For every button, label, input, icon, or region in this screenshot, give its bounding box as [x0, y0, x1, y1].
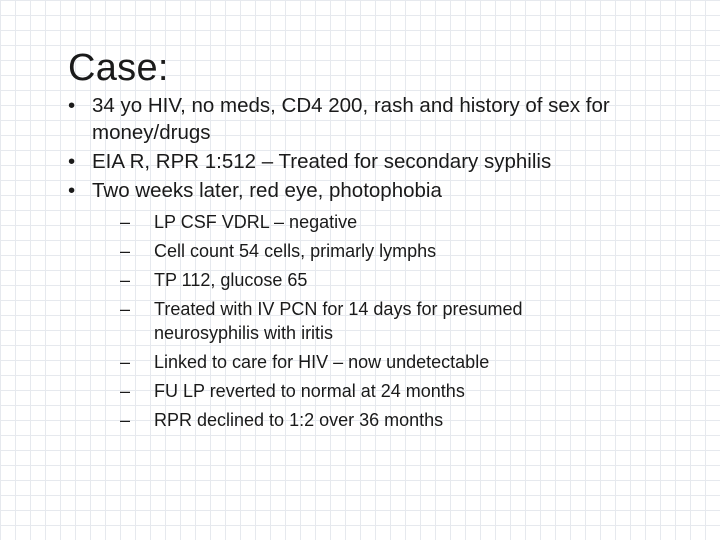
- sub-bullet-list: [92, 210, 706, 432]
- sub-bullet-item: [120, 239, 624, 263]
- dash-icon: –: [120, 270, 131, 290]
- dash-icon: –: [120, 352, 131, 372]
- sub-bullet-text: Cell count 54 cells, primarly lymphs: [154, 241, 437, 261]
- slide-title: Case:: [68, 47, 169, 89]
- sub-bullet-item: [120, 268, 624, 292]
- bullet-list: [66, 92, 706, 432]
- dash-icon: –: [120, 381, 131, 401]
- bullet-text: EIA R, RPR 1:512 – Treated for secondary syphilis: [92, 150, 552, 173]
- dash-icon: –: [120, 410, 131, 430]
- sub-bullet-text: RPR declined to 1:2 over 36 months: [154, 410, 444, 430]
- bullet-icon: •: [68, 179, 76, 202]
- sub-bullet-item: [120, 350, 624, 374]
- sub-bullet-item: [120, 408, 624, 432]
- bullet-text: 34 yo HIV, no meds, CD4 200, rash and history of sex for money/drugs: [92, 94, 610, 144]
- sub-bullet-text: Treated with IV PCN for 14 days for presumed neurosyphilis with iritis: [154, 299, 523, 343]
- slide-content: [66, 92, 706, 437]
- sub-bullet-item: [120, 210, 624, 234]
- bullet-icon: •: [68, 150, 76, 173]
- sub-bullet-text: Linked to care for HIV – now undetectable: [154, 352, 490, 372]
- bullet-item: [66, 177, 706, 432]
- sub-bullet-item: [120, 379, 624, 403]
- bullet-item: [66, 148, 706, 175]
- sub-bullet-item: [120, 297, 624, 345]
- sub-bullet-text: TP 112, glucose 65: [154, 270, 308, 290]
- sub-bullet-text: LP CSF VDRL – negative: [154, 212, 358, 232]
- dash-icon: –: [120, 241, 131, 261]
- bullet-icon: •: [68, 94, 76, 117]
- sub-bullet-text: FU LP reverted to normal at 24 months: [154, 381, 465, 401]
- bullet-item: [66, 92, 706, 146]
- bullet-text: Two weeks later, red eye, photophobia: [92, 179, 442, 202]
- dash-icon: –: [120, 212, 131, 232]
- dash-icon: –: [120, 299, 131, 319]
